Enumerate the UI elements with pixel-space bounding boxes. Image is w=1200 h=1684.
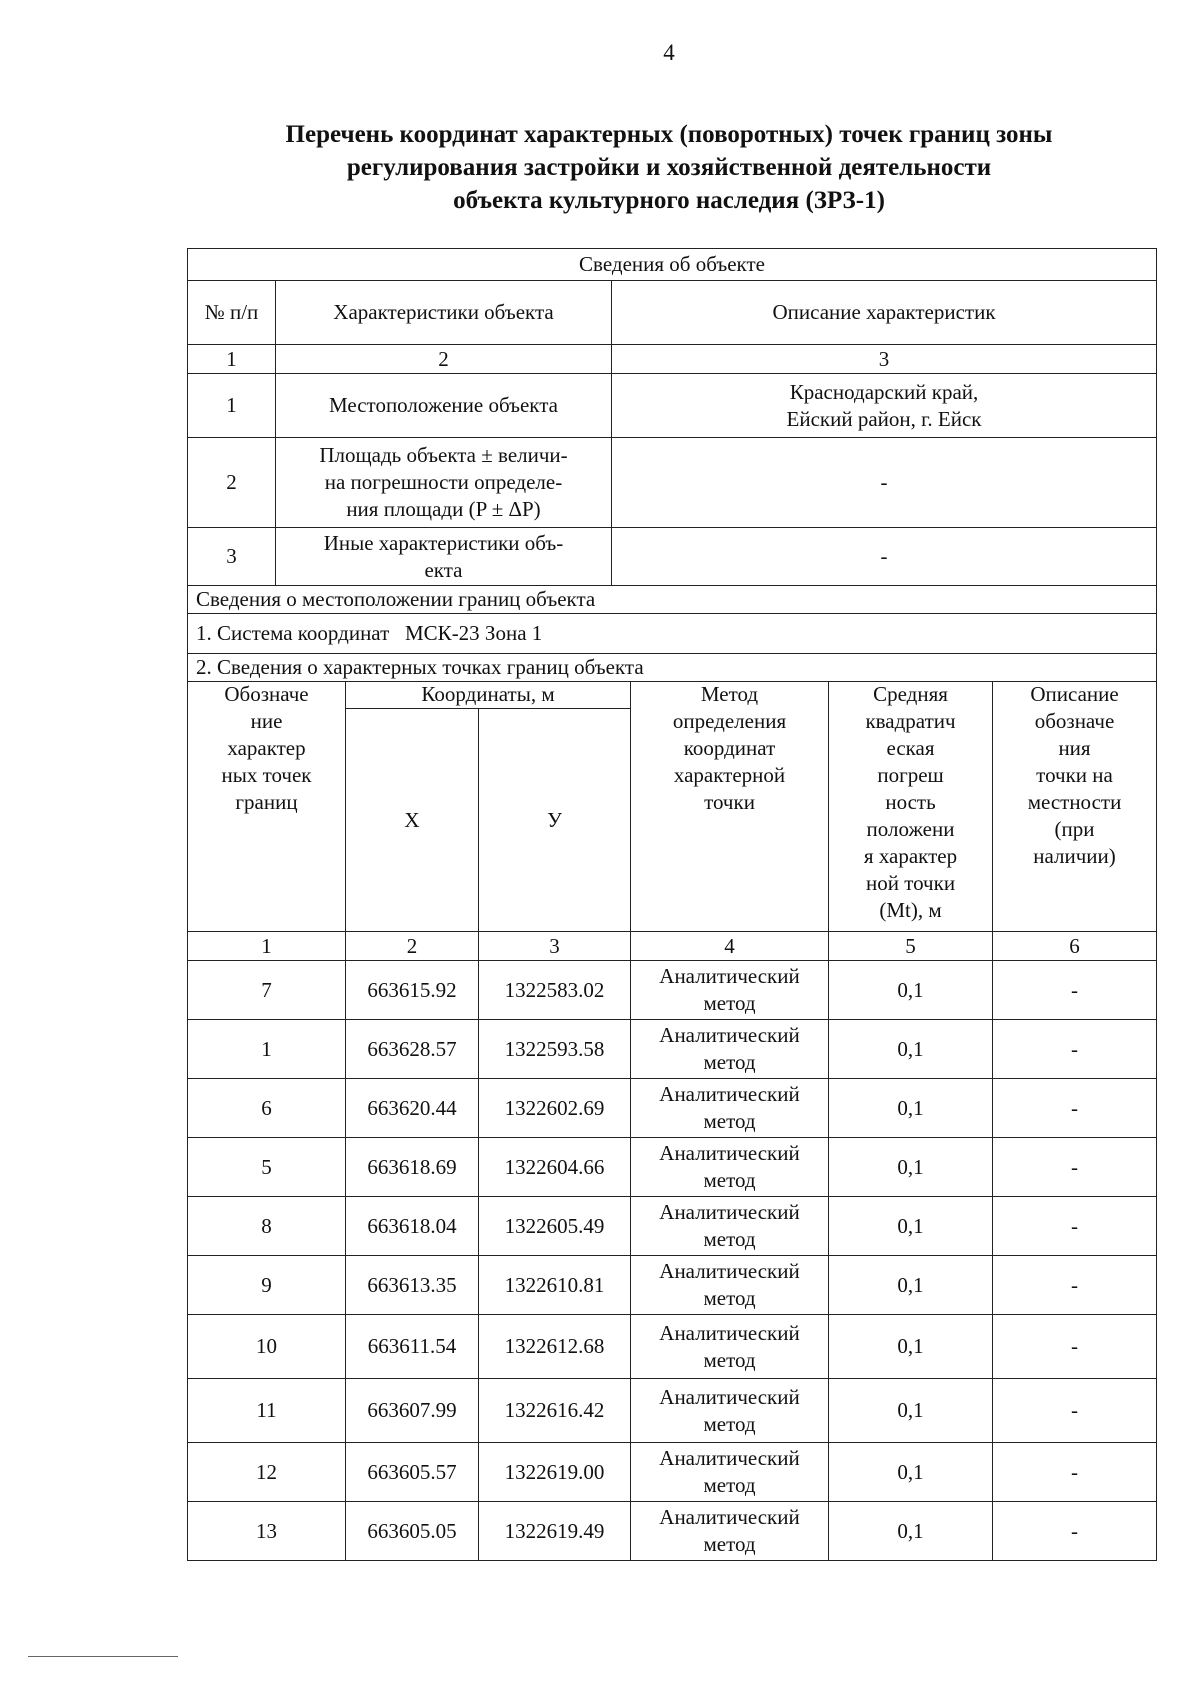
document-title xyxy=(0,118,1200,217)
method-line: Аналитический xyxy=(659,1023,800,1047)
error-cell: 0,1 xyxy=(829,1020,993,1079)
column-header-y: У xyxy=(479,709,631,932)
y-coordinate-cell: 1322602.69 xyxy=(479,1079,631,1138)
column-number: 2 xyxy=(276,345,612,374)
point-description-cell: - xyxy=(993,961,1157,1020)
column-number: 1 xyxy=(188,932,346,961)
characteristic-line: на погрешности определе- xyxy=(324,470,563,494)
method-cell xyxy=(631,1256,829,1315)
x-coordinate-cell: 663615.92 xyxy=(346,961,479,1020)
y-coordinate-cell: 1322619.49 xyxy=(479,1502,631,1561)
point-description-cell: - xyxy=(993,1197,1157,1256)
description-cell xyxy=(612,374,1157,438)
column-number: 1 xyxy=(188,345,276,374)
point-number-cell: 12 xyxy=(188,1443,346,1502)
x-coordinate-cell: 663611.54 xyxy=(346,1315,479,1379)
x-coordinate-cell: 663618.04 xyxy=(346,1197,479,1256)
point-description-cell: - xyxy=(993,1502,1157,1561)
method-cell xyxy=(631,1502,829,1561)
point-description-cell: - xyxy=(993,1315,1157,1379)
table-row xyxy=(188,961,1157,1020)
error-cell: 0,1 xyxy=(829,1379,993,1443)
table-row xyxy=(188,438,1157,528)
method-line: Аналитический xyxy=(659,1505,800,1529)
y-coordinate-cell: 1322583.02 xyxy=(479,961,631,1020)
point-number-cell: 13 xyxy=(188,1502,346,1561)
column-number: 5 xyxy=(829,932,993,961)
column-header-method: Метод определения координат характерной точки xyxy=(631,681,829,932)
point-number-cell: 11 xyxy=(188,1379,346,1443)
method-line: метод xyxy=(703,1532,756,1556)
table-row xyxy=(188,374,1157,438)
error-cell: 0,1 xyxy=(829,1256,993,1315)
point-description-cell: - xyxy=(993,1443,1157,1502)
column-number: 6 xyxy=(993,932,1157,961)
method-line: Аналитический xyxy=(659,1384,800,1409)
x-coordinate-cell: 663618.69 xyxy=(346,1138,479,1197)
title-line: Перечень координат характерных (поворотных) точек границ зоны xyxy=(285,121,1053,148)
column-number: 3 xyxy=(612,345,1157,374)
point-number-cell: 6 xyxy=(188,1079,346,1138)
y-coordinate-cell: 1322616.42 xyxy=(479,1379,631,1443)
table-row xyxy=(188,1315,1157,1379)
method-line: метод xyxy=(703,1227,756,1251)
table-row xyxy=(188,1379,1157,1443)
error-cell: 0,1 xyxy=(829,1315,993,1379)
x-coordinate-cell: 663613.35 xyxy=(346,1256,479,1315)
description-cell: - xyxy=(612,438,1157,528)
method-line: метод xyxy=(703,991,756,1015)
error-cell: 0,1 xyxy=(829,1197,993,1256)
method-cell xyxy=(631,1443,829,1502)
error-cell: 0,1 xyxy=(829,1079,993,1138)
error-cell: 0,1 xyxy=(829,1443,993,1502)
row-number: 3 xyxy=(188,528,276,586)
description-line: Краснодарский край, xyxy=(789,379,979,404)
point-number-cell: 9 xyxy=(188,1256,346,1315)
characteristic-line: Иные характеристики объ- xyxy=(323,530,564,555)
y-coordinate-cell: 1322604.66 xyxy=(479,1138,631,1197)
footer-divider xyxy=(28,1656,178,1657)
object-info-header: Сведения об объекте xyxy=(188,249,1157,281)
point-description-cell: - xyxy=(993,1256,1157,1315)
characteristic-cell xyxy=(276,438,612,528)
location-header: Сведения о местоположении границ объекта xyxy=(188,586,1157,614)
y-coordinate-cell: 1322619.00 xyxy=(479,1443,631,1502)
method-cell xyxy=(631,1379,829,1443)
method-cell xyxy=(631,1197,829,1256)
table-row xyxy=(188,1079,1157,1138)
column-header-error: Средняя квадратич еская погреш ность положени я характер ной точки (Mt), м xyxy=(829,681,993,932)
method-cell xyxy=(631,961,829,1020)
column-number: 2 xyxy=(346,932,479,961)
y-coordinate-cell: 1322605.49 xyxy=(479,1197,631,1256)
point-description-cell: - xyxy=(993,1020,1157,1079)
characteristic-line: ния площади (P ± ΔP) xyxy=(346,497,541,521)
points-table xyxy=(187,681,1157,1561)
column-header-no: № п/п xyxy=(188,281,276,345)
method-line: метод xyxy=(703,1347,756,1372)
page-number: 4 xyxy=(663,40,675,65)
point-number-cell: 1 xyxy=(188,1020,346,1079)
table-row xyxy=(188,1256,1157,1315)
method-line: Аналитический xyxy=(659,1446,800,1470)
point-number-cell: 10 xyxy=(188,1315,346,1379)
column-header-coordinates: Координаты, м xyxy=(346,681,631,709)
y-coordinate-cell: 1322612.68 xyxy=(479,1315,631,1379)
description-line: Ейский район, г. Ейск xyxy=(786,406,982,431)
row-number: 1 xyxy=(188,374,276,438)
error-cell: 0,1 xyxy=(829,961,993,1020)
method-line: метод xyxy=(703,1050,756,1074)
characteristic-cell xyxy=(276,528,612,586)
x-coordinate-cell: 663628.57 xyxy=(346,1020,479,1079)
point-number-cell: 8 xyxy=(188,1197,346,1256)
method-line: метод xyxy=(703,1109,756,1133)
column-header-description: Описание характеристик xyxy=(612,281,1157,345)
points-header: 2. Сведения о характерных точках границ объекта xyxy=(188,654,1157,682)
description-cell: - xyxy=(612,528,1157,586)
table-row xyxy=(188,1502,1157,1561)
coordinate-system: 1. Система координат МСК-23 Зона 1 xyxy=(188,614,1157,654)
y-coordinate-cell: 1322610.81 xyxy=(479,1256,631,1315)
point-description-cell: - xyxy=(993,1138,1157,1197)
x-coordinate-cell: 663605.05 xyxy=(346,1502,479,1561)
column-header-characteristics: Характеристики объекта xyxy=(276,281,612,345)
table-row xyxy=(188,528,1157,586)
method-line: Аналитический xyxy=(659,1320,800,1345)
table-row xyxy=(188,1197,1157,1256)
point-description-cell: - xyxy=(993,1079,1157,1138)
method-line: метод xyxy=(703,1411,756,1436)
characteristic-line: Площадь объекта ± величи- xyxy=(319,443,568,467)
point-number-cell: 5 xyxy=(188,1138,346,1197)
column-number: 3 xyxy=(479,932,631,961)
table-row xyxy=(188,1138,1157,1197)
point-description-cell: - xyxy=(993,1379,1157,1443)
error-cell: 0,1 xyxy=(829,1502,993,1561)
x-coordinate-cell: 663607.99 xyxy=(346,1379,479,1443)
x-coordinate-cell: 663620.44 xyxy=(346,1079,479,1138)
column-header-x: X xyxy=(346,709,479,932)
point-number-cell: 7 xyxy=(188,961,346,1020)
method-line: Аналитический xyxy=(659,964,800,988)
object-info-table xyxy=(187,248,1157,682)
y-coordinate-cell: 1322593.58 xyxy=(479,1020,631,1079)
column-header-designation: Обозначе ние характер ных точек границ xyxy=(188,681,346,932)
x-coordinate-cell: 663605.57 xyxy=(346,1443,479,1502)
table-row xyxy=(188,1020,1157,1079)
method-line: Аналитический xyxy=(659,1200,800,1224)
method-line: Аналитический xyxy=(659,1082,800,1106)
method-line: метод xyxy=(703,1168,756,1192)
column-number: 4 xyxy=(631,932,829,961)
method-cell xyxy=(631,1315,829,1379)
method-line: Аналитический xyxy=(659,1141,800,1165)
method-line: метод xyxy=(703,1286,756,1310)
characteristic-cell: Местоположение объекта xyxy=(276,374,612,438)
title-line: регулирования застройки и хозяйственной деятельности xyxy=(346,154,992,181)
error-cell: 0,1 xyxy=(829,1138,993,1197)
column-header-point-description: Описание обозначе ния точки на местности (при наличии) xyxy=(993,681,1157,932)
method-cell xyxy=(631,1020,829,1079)
method-line: Аналитический xyxy=(659,1259,800,1283)
method-cell xyxy=(631,1138,829,1197)
method-cell xyxy=(631,1079,829,1138)
table-row xyxy=(188,1443,1157,1502)
characteristic-line: екта xyxy=(424,557,463,582)
method-line: метод xyxy=(703,1473,756,1497)
title-line: объекта культурного наследия (ЗРЗ-1) xyxy=(453,187,885,214)
row-number: 2 xyxy=(188,438,276,528)
